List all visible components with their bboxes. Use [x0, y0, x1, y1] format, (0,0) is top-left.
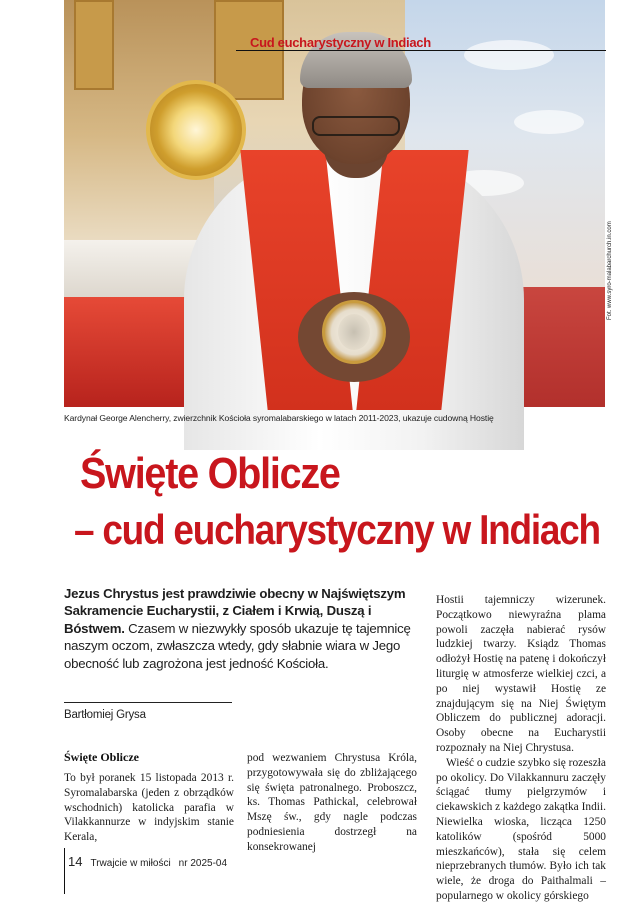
section-label: Cud eucharystyczny w Indiach [250, 35, 431, 50]
photo-credit: Fot. www.syro-malabarchurch.in.com [607, 221, 613, 320]
article-photo [64, 0, 605, 407]
paragraph: To był poranek 15 listopada 2013 r. Syromalabarska (jeden z obrządków wschodnich) katolicka parafia w Vilakkannurze w indyjskim stanie Kerala, [64, 772, 234, 844]
issue-number: nr 2025-04 [178, 858, 228, 869]
lead-bold: Jezus Chrystus jest prawdziwie obecny w Najświętszym Sakramencie Eucharystii, z Ciałem i Krwią, Duszą i Bóstwem. [64, 586, 406, 636]
photo-monstrance [146, 80, 246, 180]
photo-shrine [74, 0, 114, 90]
page-number: 14 [68, 854, 83, 869]
page-footer [68, 854, 227, 869]
text-column-3 [436, 593, 606, 904]
photo-cloud [514, 110, 584, 134]
paragraph: pod wezwaniem Chrystusa Króla, przygotowywała się do zbliżającego się święta patronalnego. Proboszcz, ks. Thomas Pathickal, celebrował Mszę św., gdy nagle podczas podniesienia dostrzegł na konsekrowanej [247, 752, 417, 853]
running-header-rule [236, 50, 606, 51]
photo-glasses [312, 116, 400, 136]
text-column-2 [247, 751, 417, 855]
magazine-name: Trwajcie w miłości [90, 858, 171, 869]
author: Bartłomiej Grysa [64, 709, 146, 721]
section-subhead: Święte Oblicze [64, 750, 139, 764]
footer-rule [64, 848, 65, 894]
article-lead [64, 585, 424, 672]
article-subtitle: – cud eucharystyczny w Indiach [74, 506, 600, 553]
text-column-1 [64, 771, 234, 845]
paragraph: Hostii tajemniczy wizerunek. Początkowo niewyraźna plama powoli zaczęła nabierać rysów ludzkiej twarzy. Ksiądz Thomas odłożył Hostię na patenę i dokończył liturgię w atmosferze wielkiej czci, a po niej wystawił Hostię ze znajdującym się na Niej Świętym Obliczem do publicznej adoracji. Osoby obecne na Eucharystii rozpoznały na Niej Chrystusa. [436, 594, 606, 754]
photo-face-on-host [338, 314, 370, 350]
author-rule [64, 702, 232, 703]
photo-cloud [464, 40, 554, 70]
photo-caption: Kardynał George Alencherry, zwierzchnik Kościoła syromalabarskiego w latach 2011-2023, ukazuje cudowną Hostię [64, 413, 494, 423]
lead-rest: Czasem w niezwykły sposób ukazuje tę tajemnicę naszym oczom, zwłaszcza wtedy, gdy słabnie wiara w Jego obecność lub zagrożona jest jedność Kościoła. [64, 620, 411, 671]
paragraph: Wieść o cudzie szybko się rozeszła po okolicy. Do Vilakkannuru zaczęły ściągać tłumy pielgrzymów i ciekawskich z każdego zakątka Indii. Niewielka wioska, licząca 1250 katolików (spośród 5000 mieszkańców), stała się celem nieprzebranych tłumów. Było ich tak wiele, że droga do Paithalmali – popularnego w okolicy górskiego [436, 756, 606, 902]
article-title: Święte Oblicze [80, 449, 340, 498]
